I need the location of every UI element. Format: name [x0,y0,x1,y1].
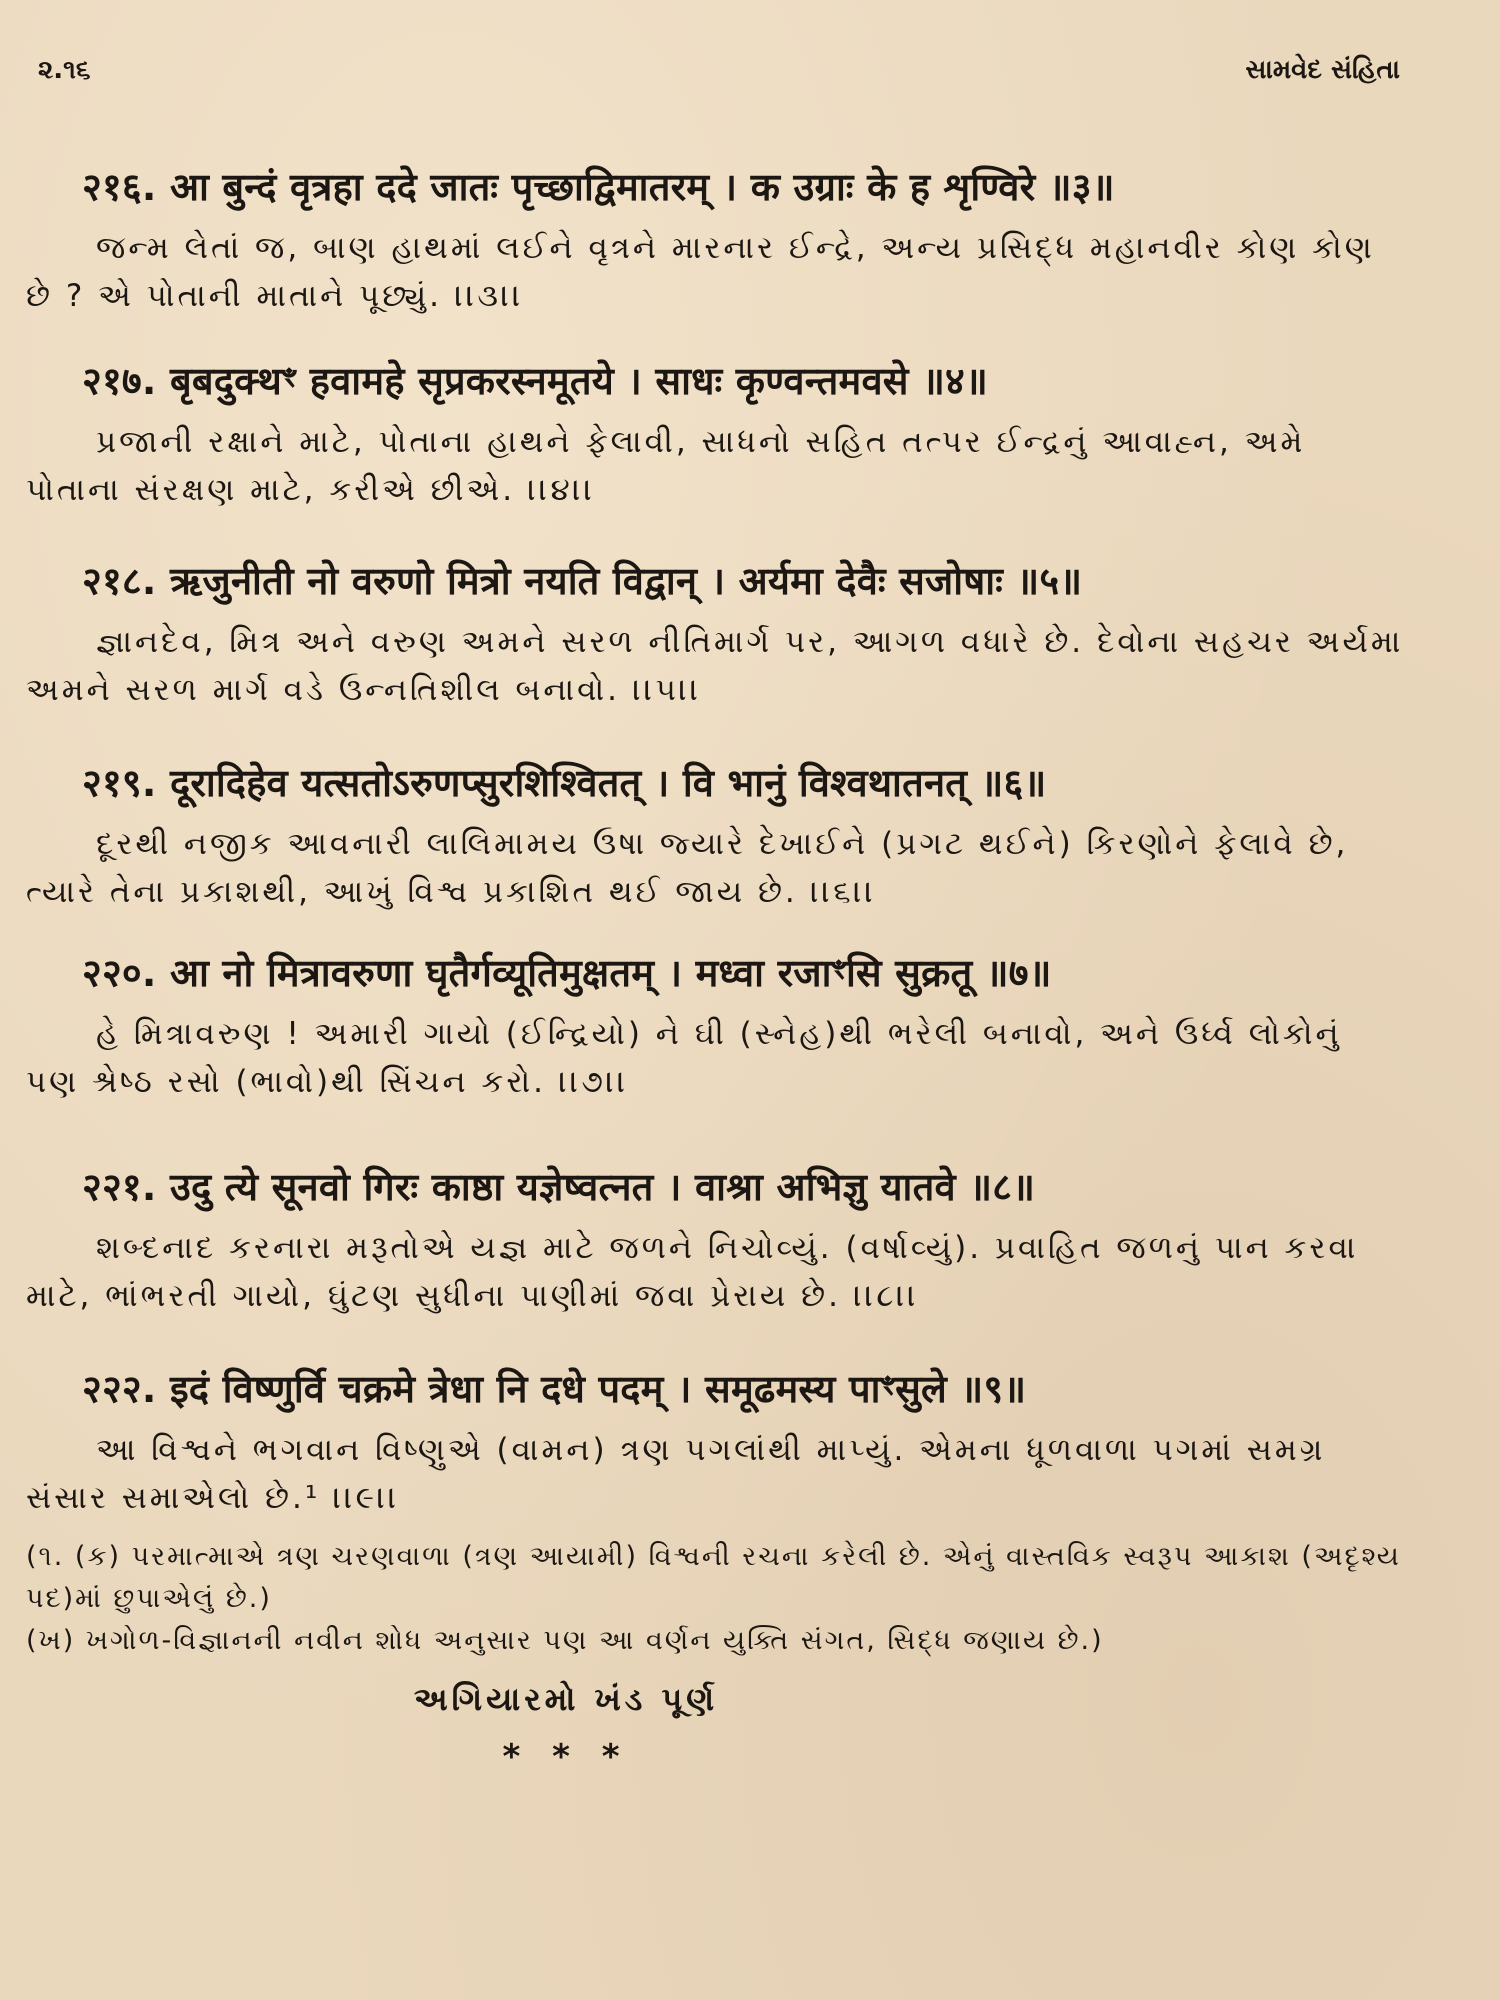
sanskrit-verse: २२१. उदु त्ये सूनवो गिरः काष्ठा यज्ञेष्वत्नत । वाश्रा अभिज्ञु यातवे ॥८॥ [82,1165,1036,1209]
sanskrit-verse: २२०. आ नो मित्रावरुणा घृतैर्गव्यूतिमुक्षतम् । मध्वा रजाꣳसि सुक्रतू ॥७॥ [82,951,1052,995]
gujarati-translation: જ્ઞાનદેવ, મિત્ર અને વરુણ અમને સરળ નીતિમાર્ગ પર, આગળ વધારે છે. દેવોના સહચર અર્યમા અમને સરળ માર્ગ વડે ઉન્નતિશીલ બનાવો. ।।૫।। [26,624,1404,708]
section-end-title: અગિયારમો ખંડ પૂર્ણ [413,1680,719,1718]
verse-block [26,354,1406,514]
sanskrit-verse: २२२. इदं विष्णुर्वि चक्रमे त्रेधा नि दधे पदम् । समूढमस्य पाꣳसुले ॥९॥ [82,1367,1027,1411]
sanskrit-verse: २१९. दूरादिहेव यत्सतोऽरुणप्सुरशिश्वितत् । वि भानुं विश्वथातनत् ॥६॥ [82,761,1047,805]
gujarati-translation: હે મિત્રાવરુણ ! અમારી ગાયો (ઈન્દ્રિયો) ને ઘી (સ્નેહ)થી ભરેલી બનાવો, અને ઉર્ધ્વ લોકોનું પણ શ્રેષ્ઠ રસો (ભાવો)થી સિંચન કરો. ।।૭।। [26,1016,1342,1100]
gujarati-translation: શબ્દનાદ કરનારા મરૂતોએ યજ્ઞ માટે જળને નિચોવ્યું. (વર્ષાવ્યું). પ્રવાહિત જળનું પાન કરવા માટે, ભાંભરતી ગાયો, ઘુંટણ સુધીના પાણીમાં જવા પ્રેરાય છે. ।।૮।। [26,1230,1359,1314]
page-number: ૨.૧૬ [38,54,91,85]
footnote-2: (ખ) ખગોળ-વિજ્ઞાનની નવીન શોધ અનુસાર પણ આ વર્ણન યુક્તિ સંગત, સિદ્ધ જણાય છે.) [26,1625,1104,1656]
verse-block [26,1362,1406,1522]
verse-block [26,756,1406,916]
gujarati-translation: જન્મ લેતાં જ, બાણ હાથમાં લઈને વૃત્રને મારનાર ઈન્દ્રે, અન્ય પ્રસિદ્ધ મહાનવીર કોણ કોણ છે ? એ પોતાની માતાને પૂછ્યું. ।।૩।। [26,230,1375,314]
page-content [26,160,1406,1777]
sanskrit-verse: २१७. बृबदुक्थꣳ हवामहे सृप्रकरस्नमूतये । साधः कृण्वन्तमवसे ॥४॥ [82,359,988,403]
gujarati-translation: દૂરથી નજીક આવનારી લાલિમામય ઉષા જ્યારે દેખાઈને (પ્રગટ થઈને) કિરણોને ફેલાવે છે, ત્યારે તેના પ્રકાશથી, આખું વિશ્વ પ્રકાશિત થઈ જાય છે. ।।૬।। [26,826,1349,910]
verse-block [26,160,1406,320]
book-title: સામવેદ સંહિતા [1245,54,1400,85]
verse-block [26,946,1406,1106]
sanskrit-verse: २१८. ऋजुनीती नो वरुणो मित्रो नयति विद्वान् । अर्यमा देवैः सजोषाः ॥५॥ [82,559,1083,603]
gujarati-translation: આ વિશ્વને ભગવાન વિષ્ણુએ (વામન) ત્રણ પગલાંથી માપ્યું. એમના ધૂળવાળા પગમાં સમગ્ર સંસાર સમાએલો છે.¹ ।।૯।। [26,1432,1326,1516]
page-header [38,50,1400,90]
sanskrit-verse: २१६. आ बुन्दं वृत्रहा ददे जातः पृच्छाद्विमातरम् । क उग्राः के ह शृण्विरे ॥३॥ [82,165,1115,209]
verse-block [26,554,1406,714]
verse-block [26,1160,1406,1320]
gujarati-translation: પ્રજાની રક્ષાને માટે, પોતાના હાથને ફેલાવી, સાધનો સહિત તત્પર ઈન્દ્રનું આવાહ્ન, અમે પોતાના સંરક્ષણ માટે, કરીએ છીએ. ।।૪।। [26,424,1306,508]
footnote-1: (૧. (ક) પરમાત્માએ ત્રણ ચરણવાળા (ત્રણ આયામી) વિશ્વની રચના કરેલી છે. એનું વાસ્તવિક સ્વરૂપ આકાશ (અદૃશ્ય પદ)માં છુપાએલું છે.) [26,1541,1401,1614]
footnotes [26,1536,1406,1662]
section-end-ornament: * * * [502,1737,630,1777]
